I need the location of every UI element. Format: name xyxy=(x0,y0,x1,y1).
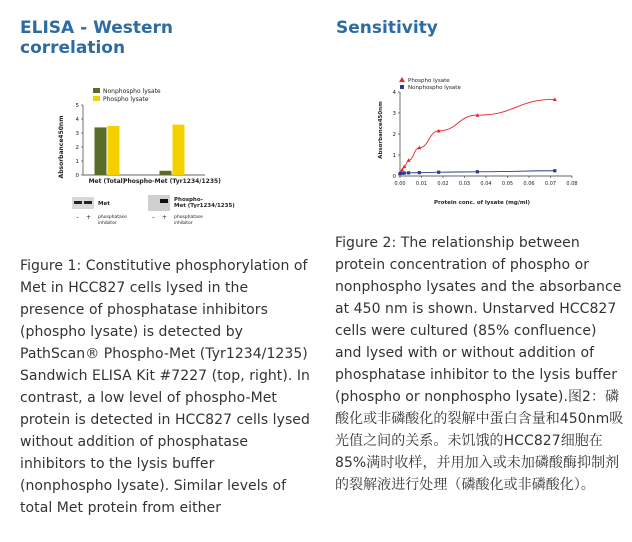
line-ytick-label: 3 xyxy=(392,111,396,117)
bar-ylabel: Absorbance450nm xyxy=(58,115,65,179)
line-xlabel: Protein conc. of lysate (mg/ml) xyxy=(434,200,530,206)
bar-cat-0: Met (Total) xyxy=(88,178,126,185)
left-heading-line2: correlation xyxy=(20,38,126,58)
blot-right-inhibitor-2: inhibitor xyxy=(174,221,193,226)
bar-ytick-label: 5 xyxy=(75,103,79,109)
line-xtick-label: 0.00 xyxy=(394,181,406,187)
bar-chart xyxy=(55,85,255,185)
blot-right-plus: + xyxy=(162,214,168,221)
blot-left-minus: – xyxy=(76,214,79,221)
legend-swatch-phospho xyxy=(93,96,100,101)
series-line xyxy=(400,99,555,173)
line-legend xyxy=(399,77,461,91)
blot-right-label-1: Phospho- xyxy=(174,197,203,203)
blot-left-inhibitor-2: inhibitor xyxy=(98,221,117,226)
blot-left-plus: + xyxy=(86,214,92,221)
line-xtick-label: 0.01 xyxy=(415,181,428,187)
line-xtick-label: 0.06 xyxy=(523,181,535,187)
bar-ytick-label: 0 xyxy=(75,173,79,179)
legend-label-phospho: Phospho lysate xyxy=(103,96,149,103)
left-caption: Figure 1: Constitutive phosphorylation of Met in HCC827 cells lysed in the presence of phosphatase inhibitors (phospho lysate) is detected by PathScan® Phospho-Met (Tyr1234/1235) Sandwich ELISA Kit #7227 (top, right). In contrast, a low level of phospho-Met protein is detected in HCC827 cells lysed without addition of phosphatase inhibitors to the lysis buffer (nonphospho lysate). Similar levels of total Met protein from either xyxy=(20,258,310,516)
bar xyxy=(95,127,107,175)
bar-ytick-label: 4 xyxy=(75,117,79,123)
blot-right-band xyxy=(160,199,168,203)
line-xtick-label: 0.02 xyxy=(437,181,449,187)
line-xtick-label: 0.07 xyxy=(544,181,557,187)
blot-left-inhibitor-1: phosphatase xyxy=(98,215,127,220)
line-ytick-label: 2 xyxy=(392,132,396,138)
point xyxy=(418,171,421,174)
blot-left-band-1 xyxy=(74,201,82,204)
bar-ytick-label: 1 xyxy=(75,159,79,165)
line-ytick-label: 0 xyxy=(392,174,396,180)
point xyxy=(476,170,479,173)
blot-right-label-2: Met (Tyr1234/1235) xyxy=(174,203,235,209)
legend-marker-nonphospho xyxy=(400,85,404,89)
legend-label-phospho-line: Phospho lysate xyxy=(408,78,450,84)
legend-swatch-nonphospho xyxy=(93,88,100,93)
line-ytick-label: 1 xyxy=(392,153,396,159)
bar-ytick-label: 2 xyxy=(75,145,79,151)
legend-label-nonphospho-line: Nonphospho lysate xyxy=(408,85,461,91)
blot-left-label: Met xyxy=(98,201,110,207)
line-xtick-label: 0.08 xyxy=(566,181,578,187)
point xyxy=(437,171,440,174)
point xyxy=(403,171,406,174)
bar-cat-1: Phospho-Met (Tyr1234/1235) xyxy=(123,178,221,185)
bar-legend xyxy=(93,88,161,103)
bar-ytick-label: 3 xyxy=(75,131,79,137)
blot-right-minus: – xyxy=(152,214,155,221)
blot-left-band-2 xyxy=(84,201,92,204)
right-heading: Sensitivity xyxy=(336,18,438,38)
bar xyxy=(173,125,185,175)
blot-right-inhibitor-1: phosphatase xyxy=(174,215,203,220)
line-xtick-label: 0.05 xyxy=(501,181,514,187)
line-marks xyxy=(398,97,557,175)
line-chart xyxy=(360,70,580,210)
line-ytick-label: 4 xyxy=(392,90,396,96)
western-blot xyxy=(70,193,260,233)
legend-marker-phospho xyxy=(399,77,405,82)
bar xyxy=(160,171,172,175)
line-xtick-label: 0.03 xyxy=(458,181,471,187)
line-ylabel: Absorbance450nm xyxy=(378,101,384,159)
bar xyxy=(108,126,120,175)
right-caption: Figure 2: The relationship between protein concentration of phospho or nonphospho lysates and the absorbance at 450 nm is shown. Unstarved HCC827 cells were cultured (85% confluence) and lysed with or without addition of phosphatase inhibitor to the lysis buffer (phospho or nonphospho lysate).图2：磷酸化或非磷酸化的裂解中蛋白含量和450nm吸光值之间的关系。未饥饿的HCC827细胞在85%满时收样，并用加入或未加磷酸酶抑制剂的裂解液进行处理（磷酸化或非磷酸化）。 xyxy=(335,235,624,493)
point xyxy=(553,169,556,172)
legend-label-nonphospho: Nonphospho lysate xyxy=(103,88,161,95)
left-heading xyxy=(20,18,290,58)
point xyxy=(407,171,410,174)
left-heading-line1: ELISA - Western xyxy=(20,18,173,38)
line-xtick-label: 0.04 xyxy=(480,181,492,187)
bar-marks xyxy=(95,125,185,175)
